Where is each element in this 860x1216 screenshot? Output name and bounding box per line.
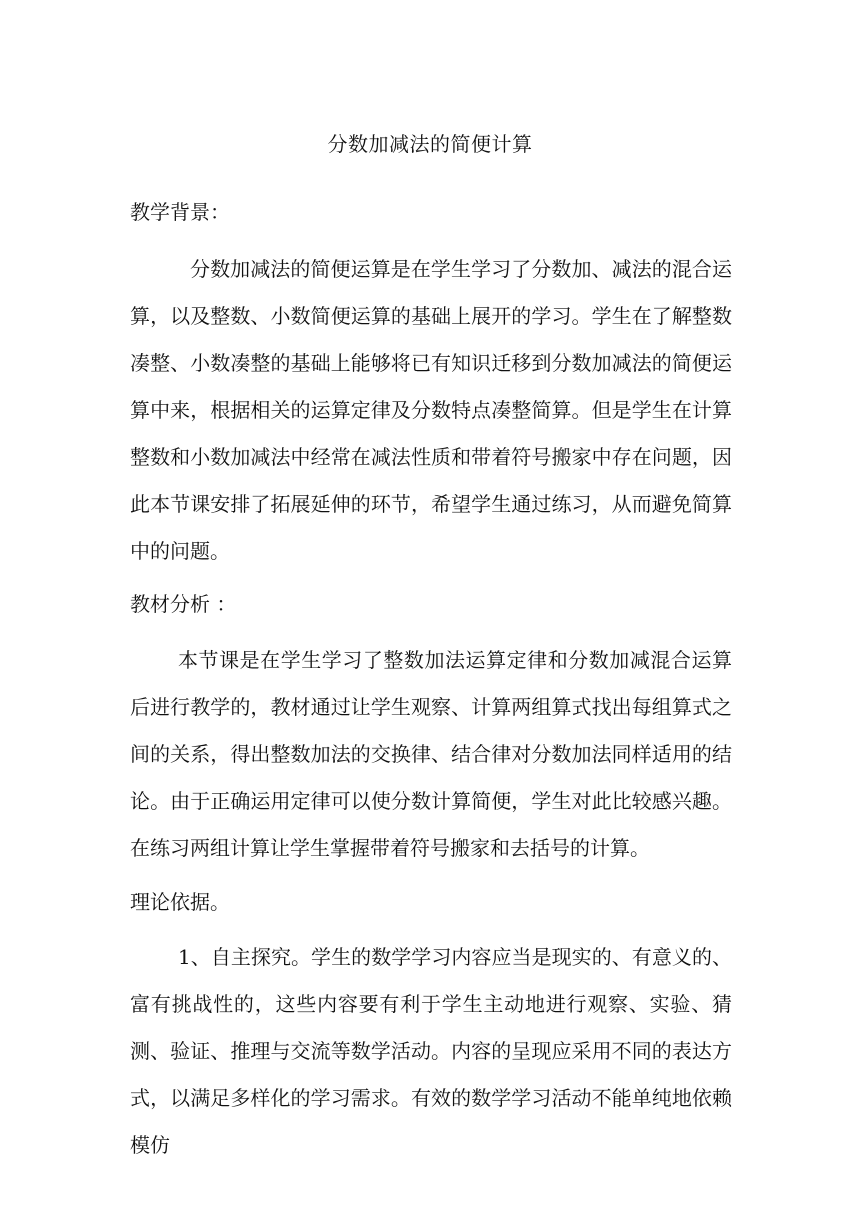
paragraph-text: 1、自主探究。学生的数学学习内容应当是现实的、有意义的、富有挑战性的，这些内容要有利于学生主动地进行观察、实验、猜测、验证、推理与交流等数学活动。内容的呈现应采用不同的表达方式，以满足多样化的学习需求。有效的数学学习活动不能单纯地依赖模仿 bbox=[130, 945, 732, 1157]
section-paragraph-textbook-analysis bbox=[130, 637, 732, 872]
section-paragraph-teaching-background bbox=[130, 246, 732, 575]
section-heading-teaching-background: 教学背景： bbox=[130, 200, 230, 224]
section-paragraph-theoretical-basis bbox=[130, 934, 732, 1169]
paragraph-text: 本节课是在学生学习了整数加法运算定律和分数加减混合运算后进行教学的，教材通过让学生观察、计算两组算式找出每组算式之间的关系，得出整数加法的交换律、结合律对分数加法同样适用的结论。由于正确运用定律可以使分数计算简便，学生对此比较感兴趣。在练习两组计算让学生掌握带着符号搬家和去括号的计算。 bbox=[130, 648, 732, 860]
section-heading-textbook-analysis: 教材分析 ： bbox=[130, 592, 237, 616]
paragraph-text: 分数加减法的简便运算是在学生学习了分数加、减法的混合运算，以及整数、小数简便运算的基础上展开的学习。学生在了解整数凑整、小数凑整的基础上能够将已有知识迁移到分数加减法的简便运算中来，根据相关的运算定律及分数特点凑整简算。但是学生在计算整数和小数加减法中经常在减法性质和带着符号搬家中存在问题，因此本节课安排了拓展延伸的环节，希望学生通过练习，从而避免简算中的问题。 bbox=[130, 257, 732, 563]
document-title: 分数加减法的简便计算 bbox=[327, 132, 533, 156]
section-heading-theoretical-basis: 理论依据。 bbox=[130, 890, 230, 914]
